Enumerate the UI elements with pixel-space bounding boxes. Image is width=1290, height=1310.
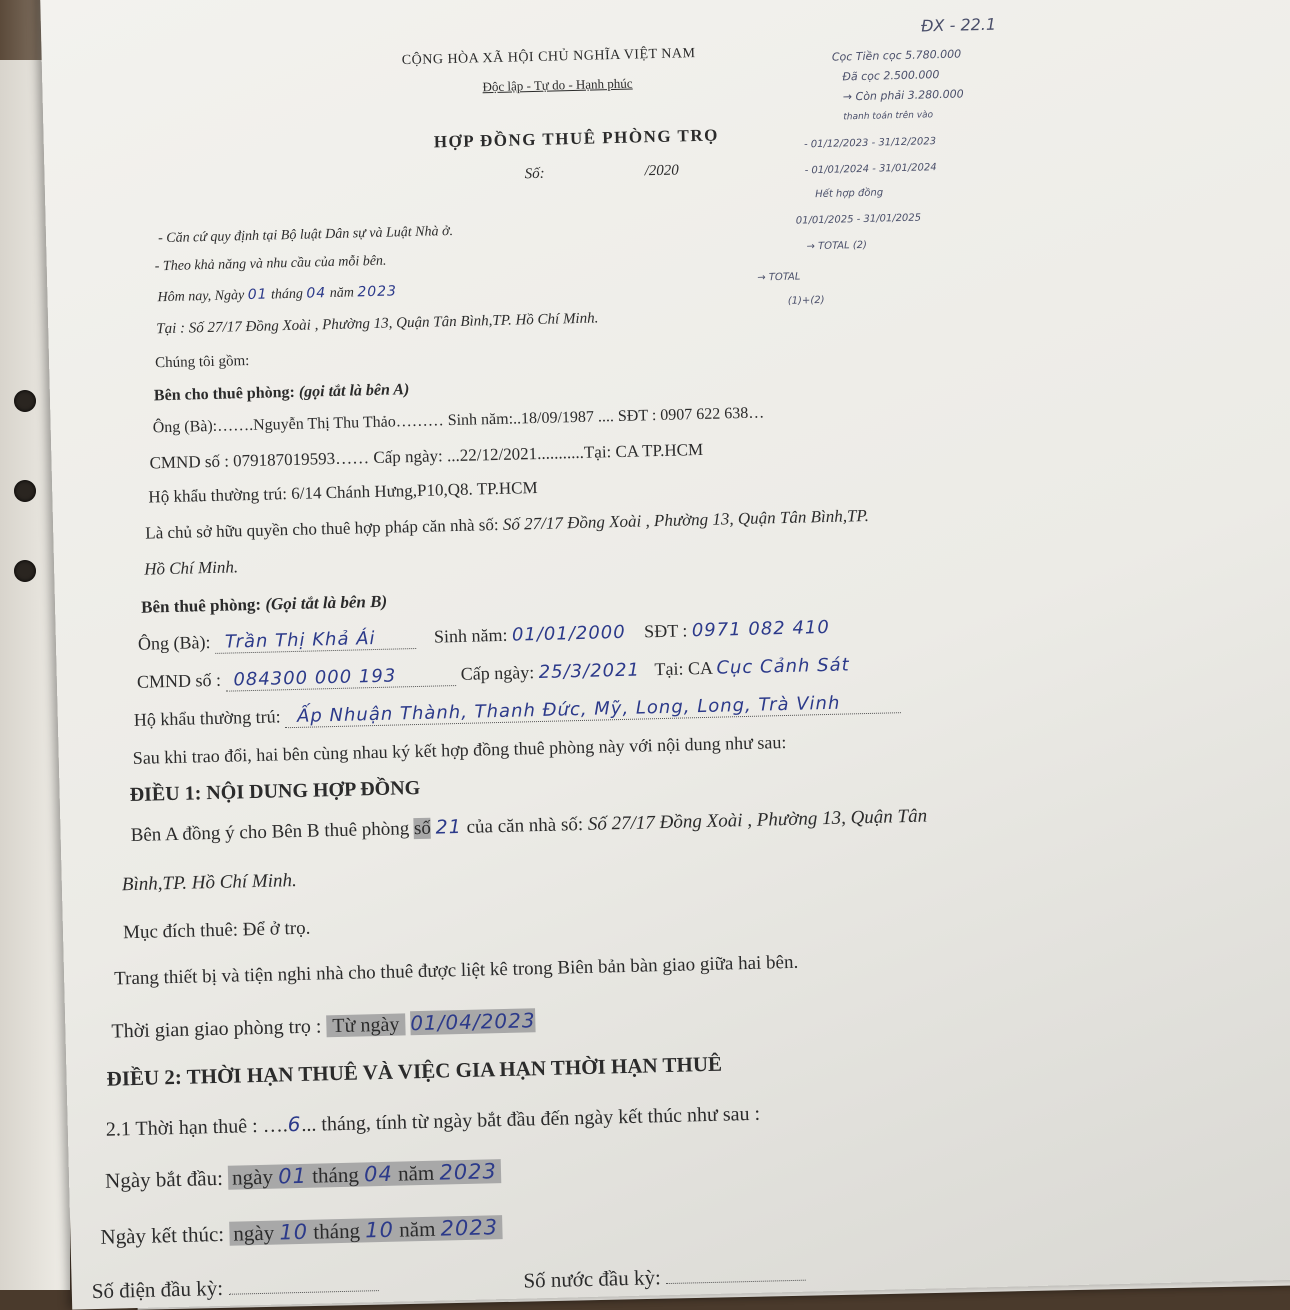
margin-note: (1)+(2) (787, 294, 825, 307)
end-label: Ngày kết thúc: (100, 1221, 225, 1249)
country-header: CỘNG HÒA XÃ HỘI CHỦ NGHĨA VIỆT NAM (401, 46, 696, 69)
room-text: Bên A đồng ý cho Bên B thuê phòng (130, 818, 410, 847)
start-date-box (228, 1159, 501, 1190)
margin-note: - 01/01/2024 - 31/01/2024 (804, 162, 937, 177)
article-1-heading: ĐIỀU 1: NỘI DUNG HỢP ĐỒNG (129, 776, 421, 807)
residence-label: Hộ khẩu thường trú: (133, 706, 281, 730)
equipment-note: Trang thiết bị và tiện nghi nhà cho thuê được liệt kê trong Biên bản bàn giao giữa hai bên. (113, 951, 799, 990)
party-a-label: Bên cho thuê phòng: (153, 383, 296, 405)
margin-note: thanh toán trên vào (843, 110, 934, 123)
party-a-residence: Hộ khẩu thường trú: 6/14 Chánh Hưng,P10,Q8. TP.HCM (148, 477, 538, 507)
end-month-label: tháng (313, 1218, 361, 1244)
margin-note: Cọc Tiền cọc 5.780.000 (831, 47, 962, 64)
end-day: 10 (279, 1219, 309, 1245)
rental-purpose: Mục đích thuê: Để ở trọ. (122, 917, 311, 944)
end-date-line (100, 1215, 502, 1250)
start-label: Ngày bắt đầu: (104, 1165, 224, 1193)
ownership-address-cont: Hồ Chí Minh. (143, 557, 239, 579)
water-meter-blank (666, 1280, 806, 1284)
contract-date (157, 283, 397, 306)
name-label: Ông (Bà): (137, 632, 211, 654)
end-month: 10 (364, 1217, 395, 1243)
term-prefix: 2.1 Thời hạn thuê : …. (105, 1114, 288, 1141)
birth-value: 01/01/2000 (511, 621, 626, 646)
party-b-note: (Gọi tắt là bên B) (265, 591, 388, 614)
room-label: số (413, 817, 432, 840)
party-a-heading (154, 381, 410, 405)
party-a-note: (gọi tắt là bên A) (298, 381, 410, 401)
party-b-label: Bên thuê phòng: (140, 594, 262, 617)
birth-label: Sinh năm: (433, 624, 508, 647)
room-text-suffix: của căn nhà số: (466, 813, 584, 838)
handover-date: 01/04/2023 (409, 1008, 536, 1036)
phone-label: SĐT : (643, 620, 688, 642)
margin-note: ĐX - 22.1 (920, 14, 997, 36)
punch-hole (14, 480, 36, 502)
margin-note: Hết hợp đồng (815, 187, 884, 201)
room-address: Số 27/17 Đồng Xoài , Phường 13, Quận Tân (587, 805, 928, 835)
date-month-label: tháng (270, 286, 304, 303)
party-b-residence (134, 691, 901, 731)
article-1-room (130, 805, 927, 847)
date-year-label: năm (329, 285, 355, 302)
end-year-label: năm (398, 1216, 436, 1242)
contract-number-value: /2020 (644, 162, 679, 180)
contract-place: Tại : Số 27/17 Đồng Xoài , Phường 13, Quận Tân Bình,TP. Hồ Chí Minh. (156, 310, 599, 338)
term-suffix: ... tháng, tính từ ngày bắt đầu đến ngày kết thúc như sau : (301, 1102, 761, 1136)
party-b-heading (141, 592, 387, 618)
handover-line (111, 1008, 536, 1043)
margin-note: Đã cọc 2.500.000 (842, 68, 940, 84)
room-number: 21 (435, 815, 463, 839)
motto: Độc lập - Tự do - Hạnh phúc (482, 75, 633, 95)
issue-label: Cấp ngày: (460, 662, 535, 684)
end-day-label: ngày (233, 1220, 275, 1246)
margin-note: → Còn phải 3.280.000 (842, 87, 964, 104)
start-year-label: năm (397, 1160, 435, 1186)
start-day: 01 (277, 1163, 308, 1189)
issue-place-value: Cục Cảnh Sát (716, 654, 850, 679)
rental-term (106, 1101, 761, 1142)
id-value: 084300 000 193 (225, 664, 456, 692)
end-year: 2023 (440, 1215, 499, 1241)
water-meter-label: Số nước đầu kỳ: (523, 1265, 662, 1293)
handover-label: Thời gian giao phòng trọ : (111, 1015, 322, 1043)
date-day: 01 (247, 286, 268, 304)
start-month: 04 (363, 1161, 394, 1187)
start-month-label: tháng (311, 1162, 360, 1188)
article-2-heading: ĐIỀU 2: THỜI HẠN THUÊ VÀ VIỆC GIA HẠN THỜI HẠN THUÊ (106, 1051, 723, 1091)
name-value: Trần Thị Khả Ái (215, 627, 416, 654)
party-a-name-line: Ông (Bà):…….Nguyễn Thị Thu Thảo……… Sinh năm:..18/09/1987 .... SĐT : 0907 622 638… (152, 404, 765, 437)
party-a-id-line: CMND số : 079187019593…… Cấp ngày: ...22/12/2021...........Tại: CA TP.HCM (149, 439, 704, 473)
margin-note: - 01/12/2023 - 31/12/2023 (803, 136, 937, 151)
issue-value: 25/3/2021 (538, 659, 641, 684)
start-day-label: ngày (231, 1164, 274, 1190)
margin-note: → TOTAL (2) (806, 239, 868, 253)
margin-note: → TOTAL (757, 271, 801, 284)
document-title: HỢP ĐỒNG THUÊ PHÒNG TRỌ (433, 125, 720, 152)
start-date-line (105, 1159, 501, 1194)
parties-intro: Chúng tôi gồm: (154, 352, 250, 372)
date-year: 2023 (357, 283, 398, 301)
ownership-address: Số 27/17 Đồng Xoài , Phường 13, Quận Tân Bình,TP. (502, 505, 870, 534)
agreement-statement: Sau khi trao đổi, hai bên cùng nhau ký kết hợp đồng thuê phòng này với nội dung như sau: (132, 731, 787, 768)
contract-number-label: Số: (524, 165, 545, 183)
margin-note: 01/01/2025 - 31/01/2025 (795, 212, 922, 227)
term-value: 6 (287, 1111, 302, 1137)
room-address-cont: Bình,TP. Hồ Chí Minh. (121, 869, 297, 896)
legal-basis-1: - Căn cứ quy định tại Bộ luật Dân sự và Luật Nhà ở. (157, 223, 454, 247)
end-date-box (229, 1215, 502, 1246)
id-label: CMND số : (136, 669, 222, 692)
electric-meter-label: Số điện đầu kỳ: (91, 1275, 224, 1304)
start-year: 2023 (439, 1159, 498, 1185)
issue-place-label: Tại: CA (654, 657, 713, 680)
party-a-ownership (145, 506, 869, 544)
electric-meter-blank (228, 1290, 378, 1295)
legal-basis-2: - Theo khả năng và nhu cầu của mỗi bên. (154, 253, 387, 275)
contract-page (40, 0, 1290, 1310)
phone-value: 0971 082 410 (691, 616, 831, 642)
residence-value: Ấp Nhuận Thành, Thanh Đức, Mỹ, Long, Long, Trà Vinh (285, 691, 901, 728)
punch-hole (14, 560, 36, 582)
ownership-text: Là chủ sở hữu quyền cho thuê hợp pháp căn nhà số: (145, 514, 499, 543)
date-month: 04 (306, 285, 327, 302)
handover-from-label: Từ ngày (326, 1013, 405, 1037)
punch-hole (14, 390, 36, 412)
party-b-id-line (137, 654, 850, 692)
party-b-name-line (138, 617, 830, 655)
date-prefix: Hôm nay, Ngày (157, 288, 245, 306)
